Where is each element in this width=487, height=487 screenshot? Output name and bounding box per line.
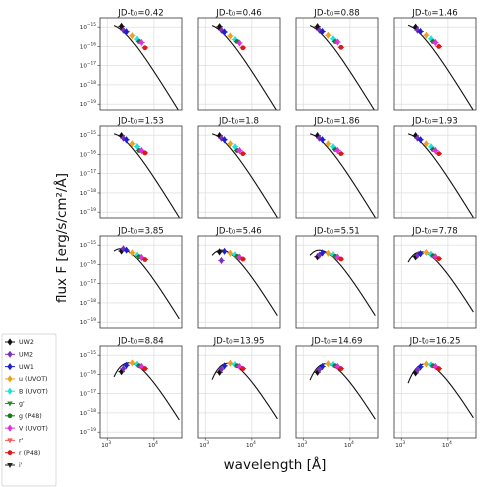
data-point-r-p48- bbox=[338, 45, 343, 50]
panel-background bbox=[394, 126, 476, 218]
panel-title: JD-t₀=13.95 bbox=[213, 336, 265, 347]
legend-label: V (UVOT) bbox=[19, 425, 48, 433]
sed-panel bbox=[296, 9, 378, 112]
panel-title: JD-t₀=5.46 bbox=[216, 226, 262, 237]
data-point-r-p48- bbox=[436, 366, 441, 371]
panel-background bbox=[198, 236, 280, 328]
x-tick-label: $10^4$ bbox=[441, 441, 452, 449]
y-tick-label: $10^{-19}$ bbox=[79, 318, 96, 327]
y-tick-label: $10^{-15}$ bbox=[79, 23, 96, 32]
y-tick-label: $10^{-15}$ bbox=[79, 351, 96, 360]
y-tick-label: $10^{-19}$ bbox=[79, 208, 96, 217]
panel-background bbox=[100, 346, 182, 438]
y-tick-label: $10^{-18}$ bbox=[79, 80, 96, 89]
x-tick-label: $10^4$ bbox=[147, 441, 158, 449]
data-point-r-p48- bbox=[338, 151, 343, 156]
legend-label: UW1 bbox=[19, 363, 34, 371]
x-tick-label: $10^3$ bbox=[395, 441, 406, 449]
y-tick-label: $10^{-16}$ bbox=[79, 260, 96, 269]
x-tick-label: $10^3$ bbox=[101, 441, 112, 449]
panel-background bbox=[394, 18, 476, 110]
panel-background bbox=[394, 236, 476, 328]
legend bbox=[2, 334, 56, 486]
sed-panel bbox=[198, 9, 280, 112]
sed-panel bbox=[296, 337, 378, 450]
panel-title: JD-t₀=0.42 bbox=[118, 8, 164, 19]
data-point-r-p48- bbox=[436, 256, 441, 261]
sed-panel bbox=[198, 117, 280, 219]
sed-panel bbox=[80, 337, 182, 450]
sed-panel bbox=[394, 9, 476, 111]
y-tick-label: $10^{-16}$ bbox=[79, 370, 96, 379]
data-point-r-p48- bbox=[142, 151, 147, 156]
legend-label: r (P48) bbox=[19, 449, 41, 457]
legend-label: UW2 bbox=[19, 339, 34, 347]
data-point-r-p48- bbox=[338, 366, 343, 371]
panel-title: JD-t₀=1.93 bbox=[412, 116, 458, 127]
x-axis-label: wavelength [Å] bbox=[223, 457, 327, 473]
sed-panel bbox=[296, 117, 378, 219]
panel-title: JD-t₀=8.84 bbox=[118, 336, 164, 347]
panel-title: JD-t₀=0.88 bbox=[314, 8, 360, 19]
panel-background bbox=[100, 126, 182, 218]
legend-label: g' bbox=[19, 400, 25, 408]
data-point-r-p48- bbox=[436, 151, 441, 156]
panel-title: JD-t₀=14.69 bbox=[311, 336, 363, 347]
data-point-r-p48- bbox=[240, 151, 245, 156]
y-tick-label: $10^{-17}$ bbox=[79, 169, 96, 178]
sed-panel bbox=[80, 9, 182, 112]
y-tick-label: $10^{-18}$ bbox=[79, 298, 96, 307]
data-point-legend-r-p48- bbox=[8, 450, 13, 455]
y-tick-label: $10^{-19}$ bbox=[79, 428, 96, 437]
panel-background bbox=[296, 346, 378, 438]
data-point-r-p48- bbox=[436, 44, 441, 49]
data-point-legend-g-p48- bbox=[8, 413, 13, 418]
y-axis-label: flux F [erg/s/cm²/Å] bbox=[54, 172, 70, 304]
data-point-r-p48- bbox=[240, 45, 245, 50]
panel-title: JD-t₀=5.51 bbox=[314, 226, 360, 237]
sed-panel bbox=[80, 117, 182, 219]
sed-panel bbox=[296, 227, 378, 329]
panel-title: JD-t₀=1.8 bbox=[219, 116, 259, 127]
panel-background bbox=[296, 236, 378, 328]
y-tick-label: $10^{-16}$ bbox=[79, 42, 96, 51]
y-tick-label: $10^{-18}$ bbox=[79, 188, 96, 197]
panel-title: JD-t₀=7.78 bbox=[412, 226, 458, 237]
panel-background bbox=[296, 126, 378, 218]
panel-background bbox=[394, 346, 476, 438]
panel-title: JD-t₀=3.85 bbox=[118, 226, 164, 237]
data-point-r-p48- bbox=[142, 45, 147, 50]
panel-title: JD-t₀=1.46 bbox=[412, 8, 458, 19]
y-tick-label: $10^{-17}$ bbox=[79, 389, 96, 398]
x-tick-label: $10^4$ bbox=[245, 441, 256, 449]
panel-title: JD-t₀=1.86 bbox=[314, 116, 360, 127]
panel-background bbox=[198, 346, 280, 438]
data-point-r-p48- bbox=[338, 257, 343, 262]
sed-panel bbox=[198, 227, 280, 329]
legend-label: B (UVOT) bbox=[19, 388, 48, 396]
panel-title: JD-t₀=16.25 bbox=[409, 336, 461, 347]
data-point-r-p48- bbox=[142, 257, 147, 262]
sed-panel bbox=[394, 227, 476, 329]
sed-panel bbox=[394, 117, 476, 219]
y-tick-label: $10^{-17}$ bbox=[79, 61, 96, 70]
y-tick-label: $10^{-19}$ bbox=[79, 100, 96, 109]
legend-label: UM2 bbox=[19, 351, 34, 359]
panel-title: JD-t₀=1.53 bbox=[118, 116, 164, 127]
y-tick-label: $10^{-17}$ bbox=[79, 279, 96, 288]
panel-grid bbox=[80, 9, 476, 450]
x-tick-label: $10^3$ bbox=[199, 441, 210, 449]
y-tick-label: $10^{-15}$ bbox=[79, 241, 96, 250]
legend-label: g (P48) bbox=[19, 413, 42, 420]
data-point-r-p48- bbox=[240, 366, 245, 371]
x-tick-label: $10^4$ bbox=[343, 441, 354, 449]
panel-background bbox=[100, 236, 182, 328]
panel-title: JD-t₀=0.46 bbox=[216, 8, 262, 19]
y-tick-label: $10^{-18}$ bbox=[79, 408, 96, 417]
x-tick-label: $10^3$ bbox=[297, 441, 308, 449]
y-tick-label: $10^{-15}$ bbox=[79, 131, 96, 140]
sed-panel bbox=[394, 337, 476, 450]
panel-background bbox=[198, 126, 280, 218]
data-point-r-p48- bbox=[240, 257, 245, 262]
legend-label: r' bbox=[19, 437, 24, 445]
data-point-r-p48- bbox=[142, 366, 147, 371]
legend-label: u (UVOT) bbox=[19, 376, 48, 384]
legend-label: i' bbox=[19, 462, 23, 470]
sed-panel bbox=[80, 227, 182, 329]
y-tick-label: $10^{-16}$ bbox=[79, 150, 96, 159]
sed-panel bbox=[198, 337, 280, 450]
